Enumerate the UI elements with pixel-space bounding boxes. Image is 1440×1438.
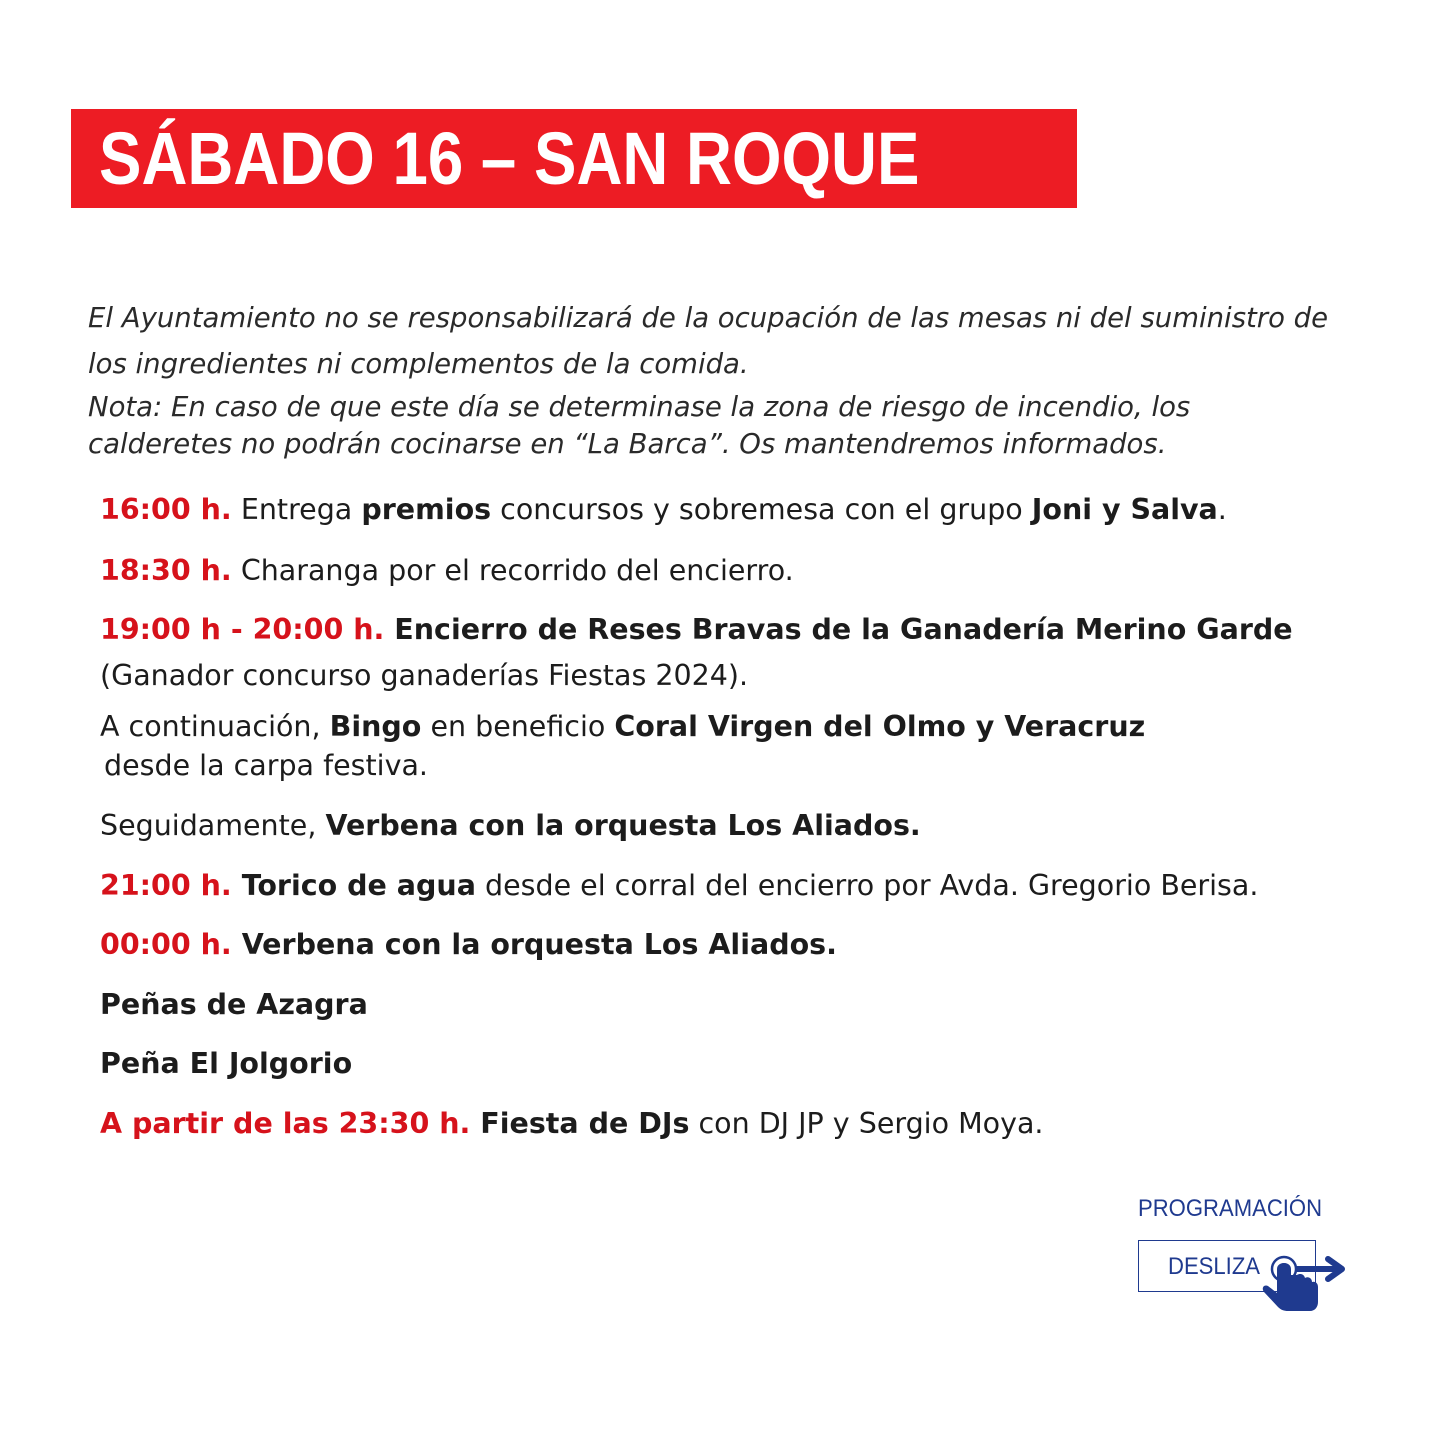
schedule-item — [100, 1044, 352, 1084]
swipe-title: PROGRAMACIÓN — [1138, 1195, 1323, 1222]
event-text: Seguidamente, — [100, 809, 326, 842]
event-highlight: Coral Virgen del Olmo y Veracruz — [614, 710, 1146, 743]
event-text: A continuación, — [100, 710, 330, 743]
event-text: concursos y sobremesa con el grupo — [491, 493, 1032, 526]
event-highlight: Verbena con la orquesta Los Aliados. — [325, 809, 921, 842]
schedule-item — [100, 610, 1293, 650]
title-banner — [71, 109, 1077, 208]
event-highlight: Joni y Salva — [1031, 493, 1218, 526]
schedule-item — [100, 985, 368, 1025]
event-text: Entrega — [231, 493, 362, 526]
event-text: . — [1217, 493, 1227, 526]
event-highlight: Verbena con la orquesta Los Aliados. — [231, 928, 837, 961]
schedule-item — [100, 925, 837, 965]
event-highlight: Peñas de Azagra — [100, 988, 368, 1021]
event-time: 16:00 h. — [100, 493, 232, 526]
schedule-item — [100, 490, 1227, 530]
event-text: desde el corral del encierro por Avda. Gregorio Berisa. — [475, 869, 1259, 902]
event-highlight: Peña El Jolgorio — [100, 1047, 353, 1080]
event-highlight: Bingo — [329, 710, 422, 743]
event-text: en beneficio — [421, 710, 615, 743]
swipe-hint — [1130, 1195, 1360, 1315]
event-highlight: Encierro de Reses Bravas de la Ganadería Merino Garde — [384, 613, 1293, 646]
page-title: SÁBADO 16 – SAN ROQUE — [99, 117, 920, 200]
schedule-item-continuation: (Ganador concurso ganaderías Fiestas 2024). — [100, 659, 749, 692]
schedule-item-continuation: desde la carpa festiva. — [104, 749, 428, 782]
event-highlight: Fiesta de DJs — [470, 1107, 690, 1140]
event-time: 00:00 h. — [100, 928, 232, 961]
schedule-item — [100, 806, 921, 846]
notice-line-4: calderetes no podrán cocinarse en “La Barca”. Os mantendremos informados. — [88, 428, 1167, 460]
notice-line-3: Nota: En caso de que este día se determinase la zona de riesgo de incendio, los — [88, 391, 1191, 423]
schedule-item — [100, 1104, 1044, 1144]
schedule-item — [100, 707, 1145, 747]
notice-line-1: El Ayuntamiento no se responsabilizará de la ocupación de las mesas ni del suministro de — [88, 302, 1329, 334]
swipe-button-label: DESLIZA — [1168, 1253, 1261, 1280]
event-time: 18:30 h. — [100, 554, 232, 587]
event-highlight: Torico de agua — [231, 869, 476, 902]
schedule-item — [100, 551, 794, 591]
event-text: con DJ JP y Sergio Moya. — [689, 1107, 1044, 1140]
event-time: A partir de las 23:30 h. — [100, 1107, 471, 1140]
event-time: 21:00 h. — [100, 869, 232, 902]
hand-pointer-icon — [1260, 1247, 1355, 1313]
notice-line-2: los ingredientes ni complementos de la comida. — [88, 348, 749, 380]
schedule-item — [100, 866, 1258, 906]
event-time: 19:00 h - 20:00 h. — [100, 613, 385, 646]
event-text: Charanga por el recorrido del encierro. — [231, 554, 794, 587]
event-highlight: premios — [361, 493, 492, 526]
